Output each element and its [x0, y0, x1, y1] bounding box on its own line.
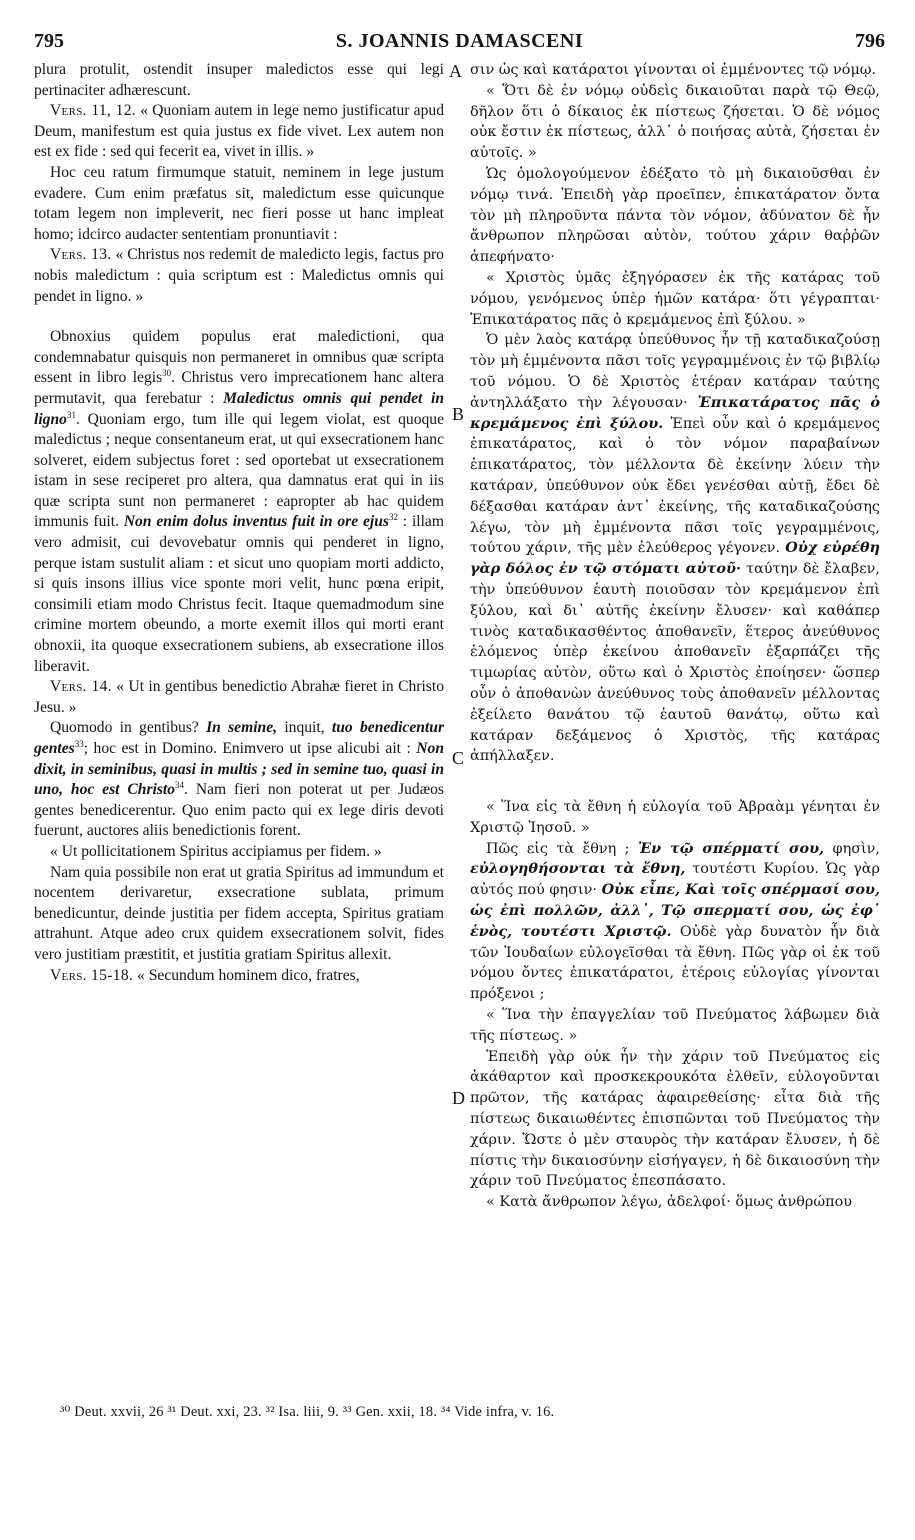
greek-paragraph: Ἐπειδὴ γὰρ οὐκ ἦν τὴν χάριν τοῦ Πνεύματος εἰς ἀκάθαρτον καὶ προσκεκρουκότα ἐλθεῖν, εὐλογοῦνται πρῶτον, τῆς κατάρας ἀφαιρεθείσης· εἶτα διὰ τῆς πίστεως δικαιωθέντες ἐπισπῶνται τοῦ Πνεύματος τὴν χάριν. Ὥστε ὁ μὲν σταυρὸς τὴν κατάραν ἔλυσεν, ἡ δὲ πίστις τὴν δικαιοσύνην εἰσήγαγεν, ἡ δὲ δικαιοσύνη τὴν χάριν τοῦ Πνεύματος ἐπεσπάσατο.	[470, 1048, 880, 1190]
latin-paragraph: Vers. 11, 12. « Quoniam autem in lege nemo justificatur apud Deum, manifestum est quia justus ex fide vivet. Lex autem non est ex fide : sed qui fecerit ea, vivet in illis. »	[34, 102, 444, 161]
greek-paragraph: σιν ὡς καὶ κατάρατοι γίνονται οἱ ἐμμένοντες τῷ νόμῳ.	[470, 62, 877, 78]
running-title: S. JOANNIS DAMASCENI	[335, 30, 584, 52]
latin-paragraph: Vers. 13. « Christus nos redemit de maledicto legis, factus pro nobis maledictum : quia scriptum est : Maledictus omnis qui pendet in ligno. »	[34, 246, 444, 305]
greek-column	[470, 60, 880, 1213]
latin-paragraph: « Ut pollicitationem Spiritus accipiamus per fidem. »	[50, 842, 382, 860]
margin-letter: A	[449, 61, 462, 81]
greek-paragraph: Ὡς ὁμολογούμενον ἐδέξατο τὸ μὴ δικαιοῦσθαι ἐν νόμῳ τινά. Ἐπειδὴ γὰρ προεῖπεν, ἐπικατάρατον ὄντα τὸν μὴ πληροῦντα πάντα τὸν νόμον, ἀδύνατον δὲ ἦν ἄνθρωπον πληρῶσαι αὐτὸν, τούτου χάριν θαῤῥῶν ἀπεφήνατο·	[470, 165, 880, 266]
greek-paragraph: Πῶς εἰς τὰ ἔθνη ; Ἐν τῷ σπέρματί σου, φησὶν, εὐλογηθήσονται τὰ ἔθνη, τουτέστι Κυρίου. Ὡς γὰρ αὐτός πού φησιν· Οὐκ εἶπε, Καὶ τοῖς σπέρμασί σου, ὡς ἐπὶ πολλῶν, ἀλλ᾽, Τῷ σπερματί σου, ὡς ἐφ᾽ ἑνὸς, τουτέστι Χριστῷ. Οὐδὲ γὰρ δυνατὸν ἦν διὰ τῶν Ἰουδαίων εὐλογεῖσθαι τὰ ἔθνη. Πῶς γὰρ οἱ ἐκ τοῦ νόμου ὄντες ἐπικατάρατοι, ἑτέροις εὐλογίας γίνονται πρόξενοι ;	[470, 839, 880, 1003]
verse-label: Vers. 13.	[50, 246, 112, 264]
footnote-ref: 31	[66, 409, 76, 420]
footnote-ref: 30	[162, 368, 172, 379]
latin-paragraph: Obnoxius quidem populus erat maledictioni, qua condemnabatur quisquis non permaneret in omnibus quæ scripta essent in libro legis$^{30}$. Christus vero imprecationem hanc altera permutavit, qua ferebatur : Maledictus omnis qui pendet in ligno$^{31}$. Quoniam ergo, tum ille qui legem violat, est quoque maledictus ; neque consentaneum erat, ut qui exsecrationem hanc solveret, eidem subjectus foret : sed oportebat ut exsecrationem istam in sese reciperet pro altera, qua damnatus erat qui in iis quæ scripta sunt non permaneret : eapropter ab hac quidem immunis fuit. Non enim dolus inventus fuit in ore ejus$^{32}$ : illam vero admisit, cui devovebatur omnis qui penderet in ligno, perque istam sustulit aliam : et sicut uno quopiam morti addicto, si quis insons illius vice sponte mori velit, hunc pœna eripit, consimili etiam modo Christus fecit. Itaque quemadmodum sine crimine mortem obeundo, a morte exemit illos qui morti erant obnoxii, ita quoque exsecrationem subiens, ab exsecratione illos liberavit.	[34, 328, 445, 675]
greek-paragraph: « Κατὰ ἄνθρωπον λέγω, ἀδελφοί· ὅμως ἀνθρώπου	[486, 1194, 852, 1211]
latin-paragraph: plura protulit, ostendit insuper maledictos esse qui legi pertinaciter adhærescunt.	[34, 61, 444, 99]
footnote-ref: 34	[175, 780, 185, 790]
greek-paragraph: « Χριστὸς ὑμᾶς ἐξηγόρασεν ἐκ τῆς κατάρας τοῦ νόμου, γενόμενος ὑπὲρ ἡμῶν κατάρα· ὅτι γέγραπται· Ἐπικατάρατος πᾶς ὁ κρεμάμενος ἐπὶ ξύλου. »	[470, 269, 880, 328]
greek-paragraph: « Ὅτι δὲ ἐν νόμῳ οὐδεὶς δικαιοῦται παρὰ τῷ Θεῷ, δῆλον ὅτι ὁ δίκαιος ἐκ πίστεως ζήσεται. Ὁ δὲ νόμος οὐκ ἔστιν ἐκ πίστεως, ἀλλ᾽ ὁ ποιήσας αὐτὰ, ζήσεται ἐν αὐτοῖς. »	[470, 82, 880, 162]
latin-paragraph: Nam quia possibile non erat ut gratia Spiritus ad immundum et nocentem derivaretur, exsecratione sublata, primum benedicuntur, deinde justitia per fidem accepta, Spiritus gratiam attrahunt. Atque adeo crux quidem exsecrationem solvit, fides vero justitiam præstitit, et justitia gratiam Spiritus allexit.	[34, 863, 444, 963]
latin-column	[34, 60, 444, 986]
greek-paragraph: Ὁ μὲν λαὸς κατάρᾳ ὑπεύθυνος ἦν τῇ καταδικαζούσῃ τὸν μὴ ἐμμένοντα πᾶσι τοῖς γεγραμμένοις ἐν τῷ βιβλίῳ τοῦ νόμου. Ὁ δὲ Χριστὸς ἑτέραν κατάραν ταύτης ἀντηλλάξατο τὴν λέγουσαν· Ἐπικατάρατος πᾶς ὁ κρεμάμενος ἐπὶ ξύλου. Ἐπεὶ οὖν καὶ ὁ κρεμάμενος ἐπικατάρατος, καὶ ὁ τὸν νόμον παραβαίνων ἐπικατάρατος, τὸν μέλλοντα δὲ ἐκείνην λύειν τὴν κατάραν, ὑπεύθυνον οὐκ ἔδει γενέσθαι αὐτῇ, ἔδει δὲ δέξασθαι κατάραν ἀντ᾽ ἐκείνης, τῆς καταδικαζούσης λέγω, τὸν μὴ ἐμμένοντα πᾶσι τοῖς γεγραμμένοις, τούτου χάριν, τῆς μὲν ἐλεύθερος γέγονεν. Οὐχ εὑρέθη γὰρ δόλος ἐν τῷ στόματι αὐτοῦ· ταύτην δὲ ἔλαβεν, τὴν ὑπεύθυνον ἑαυτὴ ποιοῦσαν τὸν κρεμάμενον ἐπὶ ξύλου, καὶ δι᾽ αὐτῆς ἐκείνην ἔλυσεν· καὶ καθάπερ τινὸς καταδικασθέντος ἀποθανεῖν, ἕτερος ἀνεύθυνος ἑλόμενος ὑπὲρ ἐκείνου ἀποθανεῖν ἐξαρπάζει τῆς τιμωρίας αὐτὸν, οὕτω καὶ ὁ Χριστὸς ἐποίησεν· ὥσπερ οὖν ὁ ἀποθανὼν ἀνεύθυνος τοὺς ἀποθανεῖν μέλλοντας ἐξείλετο θανάτου τῷ ἑαυτοῦ θανάτῳ, οὕτω καὶ κατάραν δεξάμενος ὁ Χριστὸς, τῆς κατάρας ἀπήλλαξεν.	[470, 332, 881, 765]
verse-label: Vers. 15-18.	[50, 966, 134, 984]
footnotes: ³⁰ Deut. xxvii, 26 ³¹ Deut. xxi, 23. ³² Isa. liii, 9. ³³ Gen. xxii, 18. ³⁴ Vide infra, v. 16.	[60, 1404, 555, 1420]
margin-letter: B	[452, 404, 465, 424]
greek-paragraph: « Ἵνα εἰς τὰ ἔθνη ἡ εὐλογία τοῦ Ἀβραὰμ γένηται ἐν Χριστῷ Ἰησοῦ. »	[470, 799, 880, 836]
footnote-ref: 33	[74, 738, 84, 749]
greek-paragraph: « Ἵνα τὴν ἐπαγγελίαν τοῦ Πνεύματος λάβωμεν διὰ τῆς πίστεως. »	[470, 1007, 880, 1044]
latin-paragraph: Vers. 15-18. « Secundum hominem dico, fratres,	[50, 966, 360, 984]
page-number-left: 795	[34, 30, 64, 52]
margin-letter: D	[452, 1088, 465, 1108]
latin-paragraph: Hoc ceu ratum firmumque statuit, neminem in lege justum evadere. Cum enim præfatus sit, maledictum esse quicunque totam legem non impleverit, nec fieri posse ut hanc impleat homo; idcirco audacter sententiam pronuntiavit :	[34, 163, 444, 243]
verse-label: Vers. 14.	[50, 678, 112, 696]
margin-letter: C	[452, 748, 465, 768]
latin-paragraph: Vers. 14. « Ut in gentibus benedictio Abrahæ fieret in Christo Jesu. »	[34, 678, 444, 716]
page-number-right: 796	[855, 30, 885, 52]
verse-label: Vers. 11, 12.	[50, 102, 136, 120]
running-header	[34, 30, 885, 60]
latin-paragraph: Quomodo in gentibus? In semine, inquit, tuo benedicentur gentes$^{33}$; hoc est in Domino. Enimvero ut ipse alicubi ait : Non dixit, in seminibus, quasi in multis ; sed in semine tuo, quasi in uno, hoc est Christo$^{34}$. Nam fieri non poterat ut per Judæos gentes benedicerentur. Quo enim pacto qui ex lege diris devoti fuerunt, auctores aliis benedictionis forent.	[34, 719, 445, 840]
footnote-ref: 32	[388, 512, 398, 523]
